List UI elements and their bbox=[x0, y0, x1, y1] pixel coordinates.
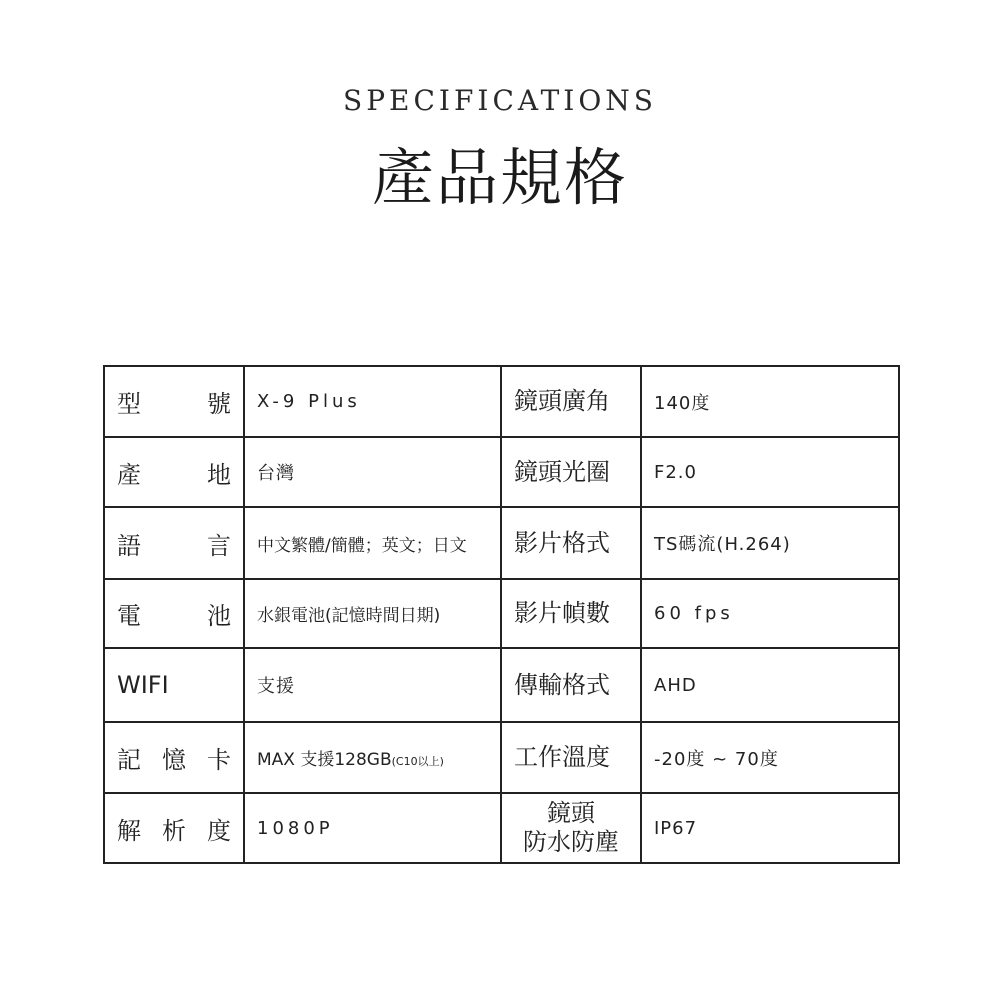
spec-label-resolution: 解析度 bbox=[104, 793, 244, 863]
spec-label-waterproof-line2: 防水防塵 bbox=[523, 828, 619, 856]
spec-value-lens-angle: 140度 bbox=[641, 366, 899, 437]
spec-value-memory-card-note: (C10以上) bbox=[391, 755, 444, 768]
spec-label-wifi: WIFI bbox=[104, 648, 244, 722]
spec-value-operating-temperature: -20度 ~ 70度 bbox=[641, 722, 899, 793]
spec-value-resolution: 1080P bbox=[244, 793, 501, 863]
spec-value-battery: 水銀電池(記憶時間日期) bbox=[244, 579, 501, 648]
spec-label-frame-rate: 影片幀數 bbox=[501, 579, 641, 648]
spec-label-video-format: 影片格式 bbox=[501, 507, 641, 579]
spec-value-memory-card-main: MAX 支援128GB bbox=[257, 750, 392, 770]
spec-value-transfer-format: AHD bbox=[641, 648, 899, 722]
spec-label-lens-angle: 鏡頭廣角 bbox=[501, 366, 641, 437]
spec-value-language: 中文繁體/簡體；英文；日文 bbox=[244, 507, 501, 579]
spec-label-model: 型號 bbox=[104, 366, 244, 437]
table-row bbox=[104, 648, 899, 722]
spec-label-transfer-format: 傳輸格式 bbox=[501, 648, 641, 722]
page-title-english: SPECIFICATIONS bbox=[343, 84, 657, 117]
spec-label-aperture: 鏡頭光圈 bbox=[501, 437, 641, 507]
spec-value-wifi: 支援 bbox=[244, 648, 501, 722]
spec-value-model: X-9 Plus bbox=[244, 366, 501, 437]
table-row bbox=[104, 366, 899, 437]
page-title-chinese: 產品規格 bbox=[371, 141, 628, 214]
spec-value-origin: 台灣 bbox=[244, 437, 501, 507]
spec-label-operating-temperature: 工作溫度 bbox=[501, 722, 641, 793]
spec-label-memory-card: 記憶卡 bbox=[104, 722, 244, 793]
table-row bbox=[104, 437, 899, 507]
spec-value-aperture: F2.0 bbox=[641, 437, 899, 507]
specifications-table bbox=[103, 365, 900, 864]
spec-value-memory-card bbox=[244, 722, 501, 793]
spec-label-waterproof-line1: 鏡頭 bbox=[547, 799, 595, 828]
spec-value-frame-rate: 60 fps bbox=[641, 579, 899, 648]
spec-label-battery: 電池 bbox=[104, 579, 244, 648]
spec-label-waterproof bbox=[501, 793, 641, 863]
table-row bbox=[104, 507, 899, 579]
table-row bbox=[104, 722, 899, 793]
spec-label-origin: 產地 bbox=[104, 437, 244, 507]
spec-label-language: 語言 bbox=[104, 507, 244, 579]
spec-value-video-format: TS碼流(H.264) bbox=[641, 507, 899, 579]
spec-value-waterproof: IP67 bbox=[641, 793, 899, 863]
table-row bbox=[104, 793, 899, 863]
table-row bbox=[104, 579, 899, 648]
